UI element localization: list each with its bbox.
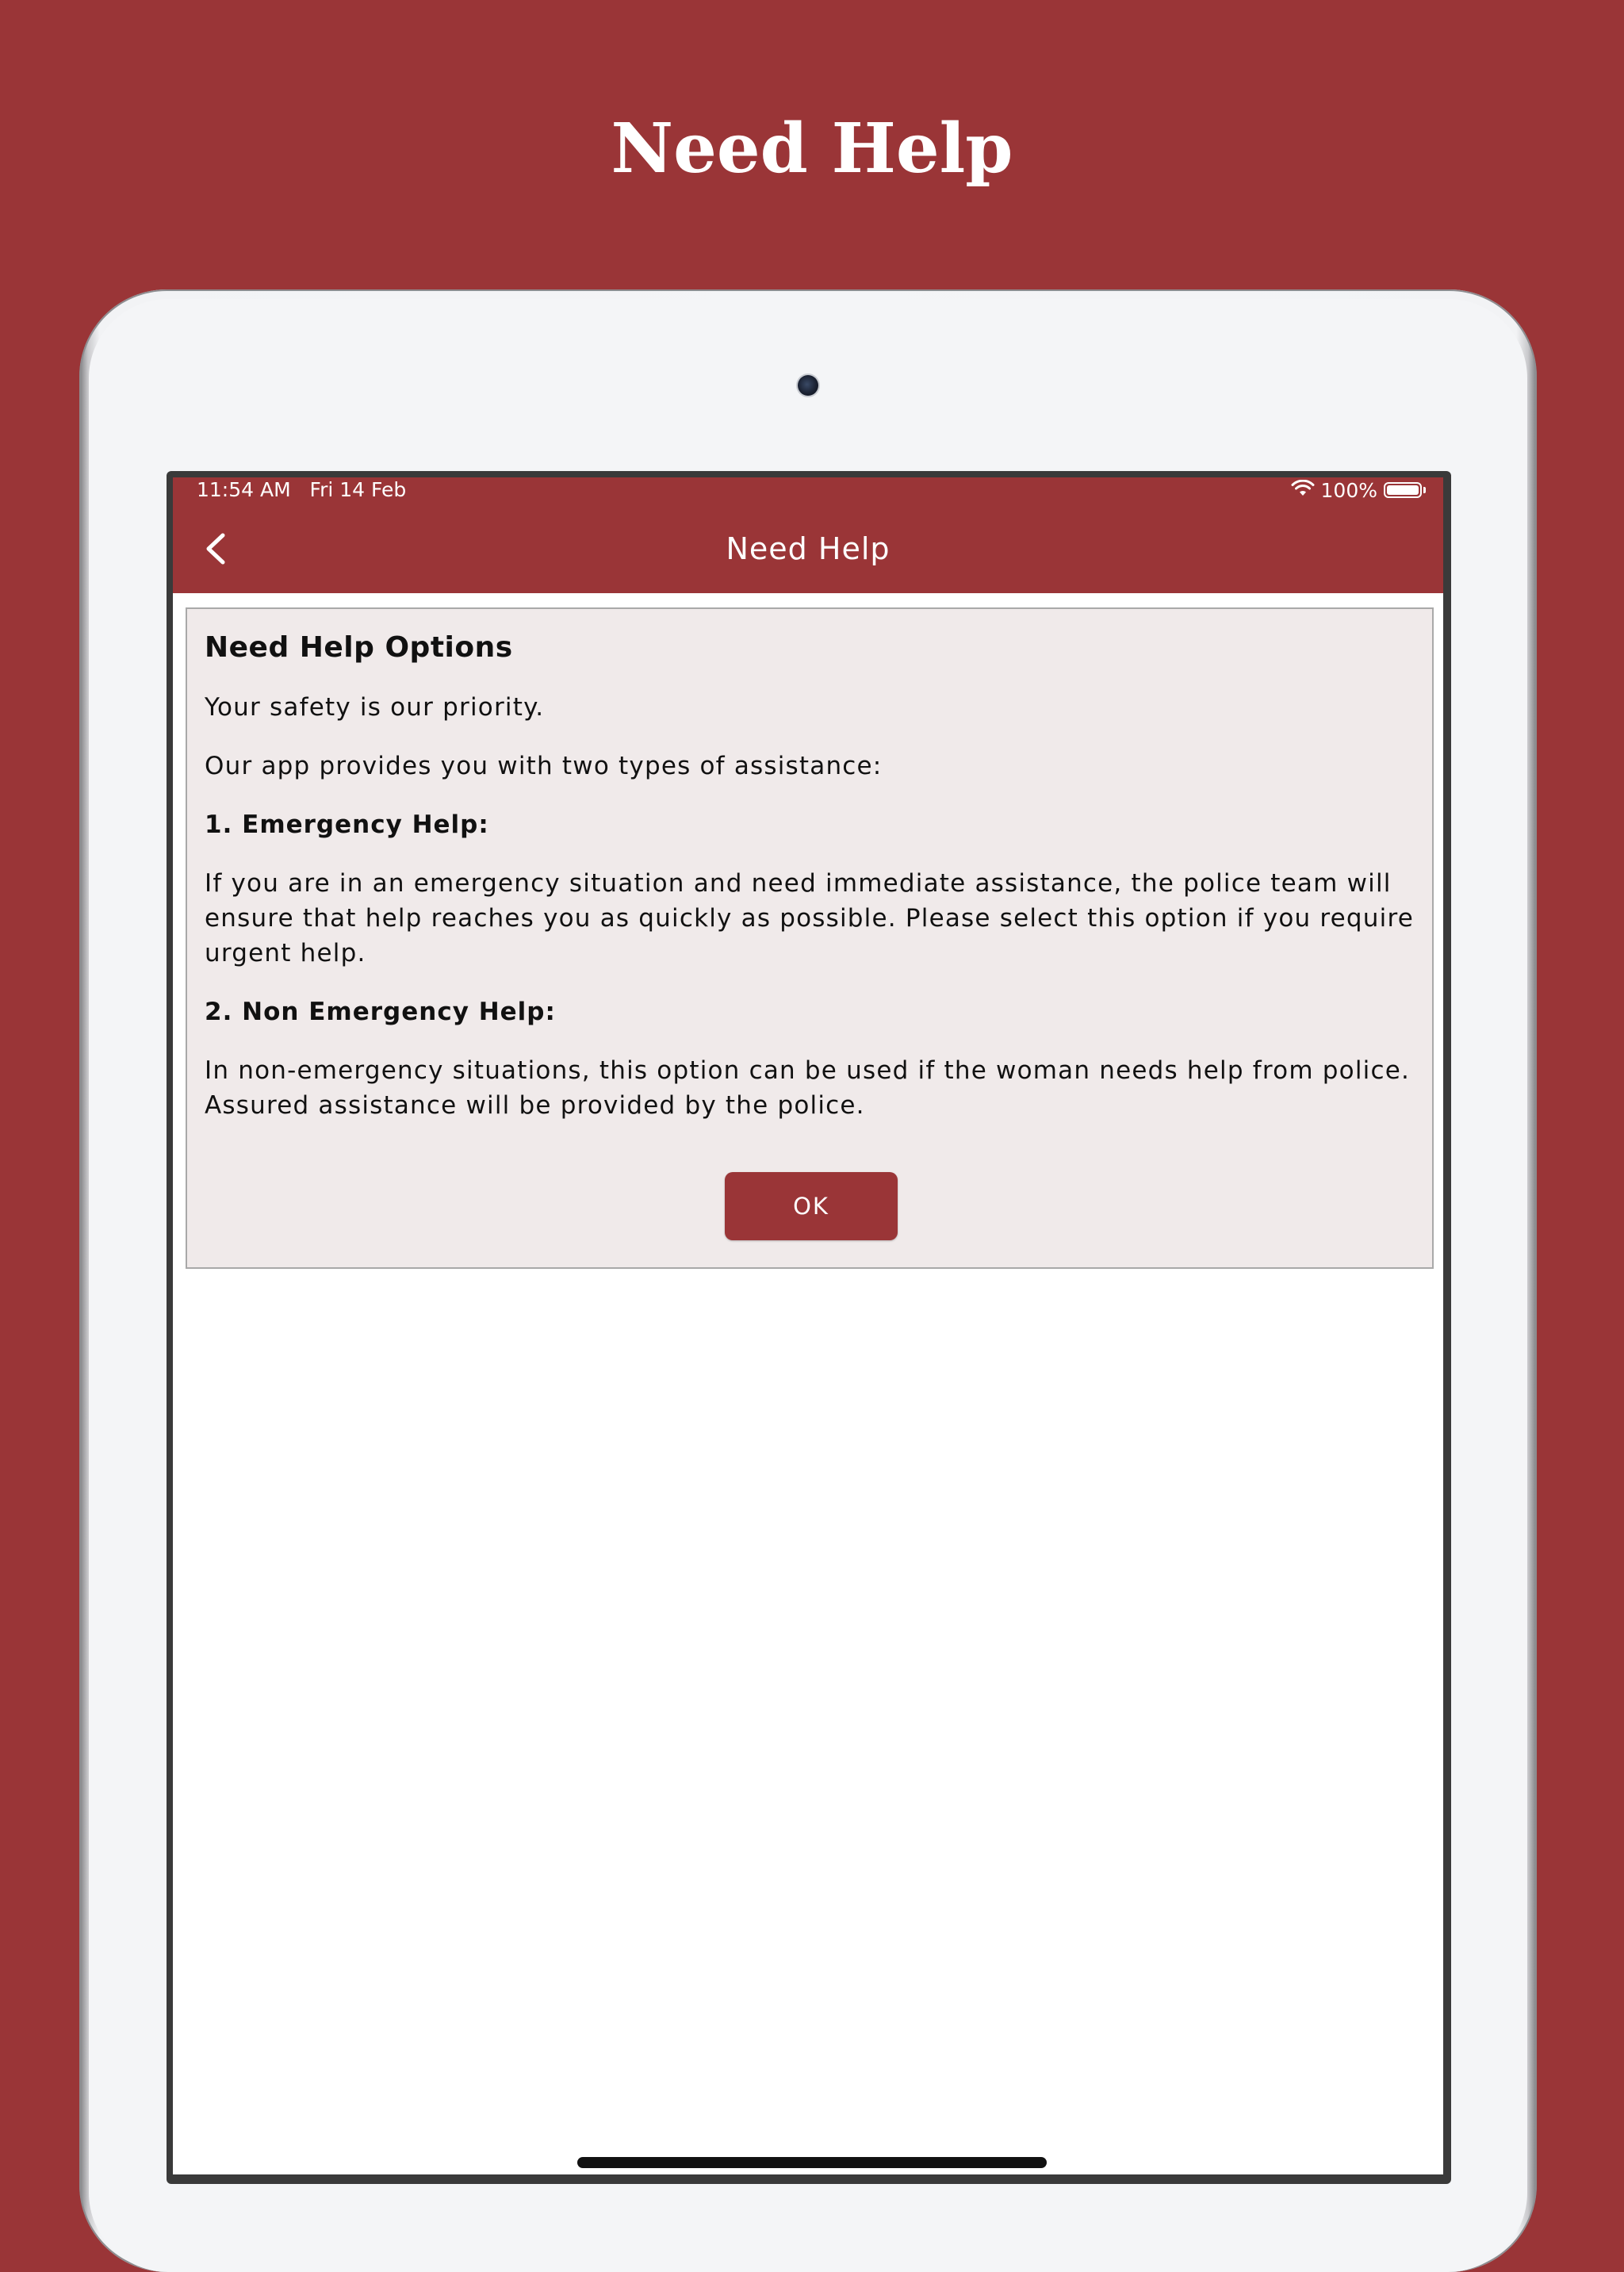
app-header [173,477,1443,593]
promo-title: Need Help [611,109,1013,189]
camera-icon [798,375,818,396]
types-intro-text: Our app provides you with two types of assistance: [205,752,883,780]
battery-icon [1384,482,1422,498]
battery-percent: 100% [1320,478,1377,502]
status-date: Fri 14 Feb [309,478,407,501]
help-options-card [186,607,1434,1269]
status-bar-time [197,477,406,503]
battery-tip [1423,487,1426,493]
nav-title: Need Help [726,531,891,566]
ok-button[interactable]: OK [725,1172,898,1240]
card-heading: Need Help Options [205,631,513,664]
non-emergency-heading: 2. Non Emergency Help: [205,998,556,1026]
status-time: 11:54 AM [197,478,291,501]
app-screen [173,477,1443,2174]
emergency-text: If you are in an emergency situation and need immediate assistance, the police team will ensure that help reaches you as quickly as possible. Please select this option if you require urgent help. [205,869,1414,967]
non-emergency-text: In non-emergency situations, this option can be used if the woman needs help from police. Assured assistance will be provided by the police. [205,1056,1411,1120]
wifi-icon [1291,479,1315,502]
intro-text: Your safety is our priority. [205,693,545,722]
status-bar-indicators [1291,477,1426,503]
emergency-heading: 1. Emergency Help: [205,810,489,839]
battery-fill [1387,485,1419,495]
